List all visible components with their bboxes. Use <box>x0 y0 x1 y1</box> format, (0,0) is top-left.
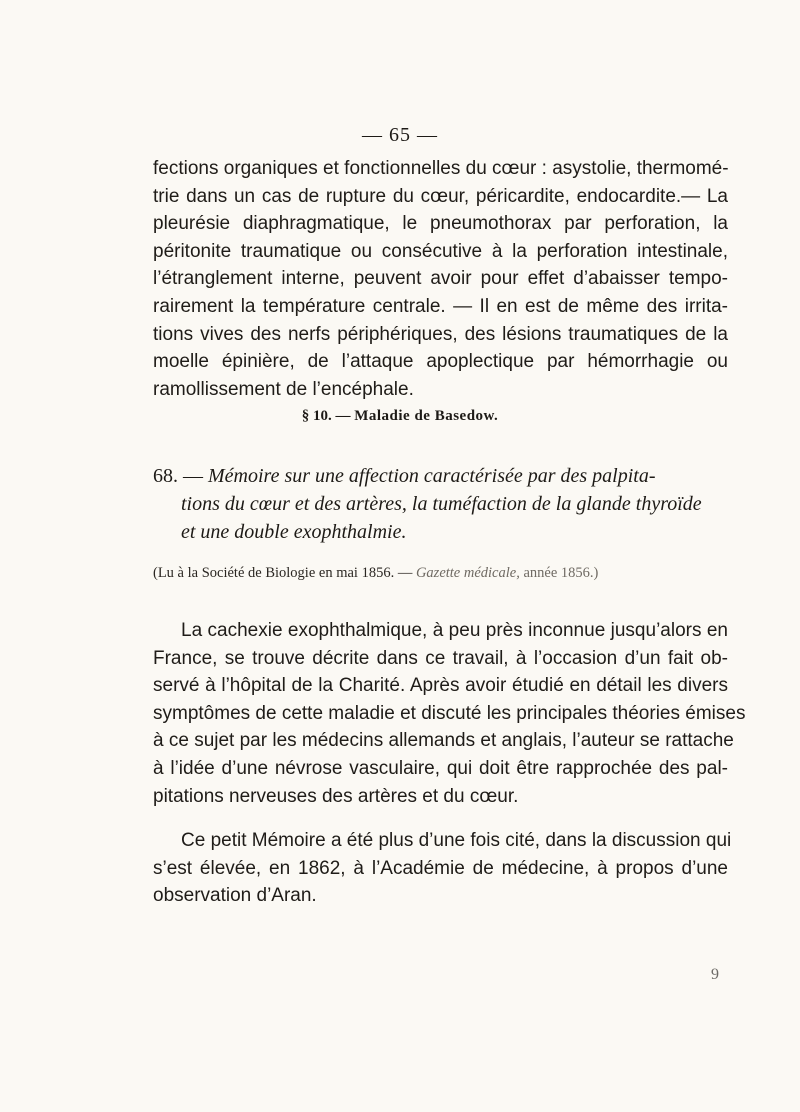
citation-journal: Gazette médicale, <box>415 565 520 581</box>
text-line: fections organiques et fonctionnelles du cœur : asystolie, thermomé- <box>153 158 729 179</box>
entry-title <box>153 462 728 546</box>
text-line: moelle épinière, de l’attaque apoplectique par hémorrhagie ou <box>153 351 728 373</box>
text-line: rairement la température centrale. — Il en est de même des irrita- <box>153 295 728 317</box>
text-line: pitations nerveuses des artères et du cœur. <box>153 785 519 807</box>
paragraph-2 <box>153 827 732 910</box>
text-line: ramollissement de l’encéphale. <box>153 378 414 400</box>
section-heading <box>0 408 800 425</box>
text-line: servé à l’hôpital de la Charité. Après avoir étudié en détail les divers <box>153 675 728 697</box>
section-mark: § 10. — <box>301 408 351 424</box>
text-line: s’est élevée, en 1862, à l’Académie de médecine, à propos d’une <box>153 857 728 879</box>
text-line: à ce sujet par les médecins allemands et anglais, l’auteur se rattache <box>153 730 734 752</box>
entry-title-line: Mémoire sur une affection caractérisée par des palpita- <box>208 465 656 487</box>
signature-mark: 9 <box>711 966 719 983</box>
text-line: tions vives des nerfs périphériques, des lésions traumatiques de la <box>153 323 728 345</box>
citation-prefix: (Lu à la Société de Biologie en mai 1856. — <box>153 565 413 581</box>
text-line: trie dans un cas de rupture du cœur, péricardite, endocardite.— La <box>153 185 728 207</box>
text-line: l’étranglement interne, peuvent avoir pour effet d’abaisser tempo- <box>153 268 728 290</box>
section-title: Maladie de Basedow. <box>354 408 499 424</box>
text-line: pleurésie diaphragmatique, le pneumothorax par perforation, la <box>153 213 728 235</box>
text-line: à l’idée d’une névrose vasculaire, qui doit être rapprochée des pal- <box>153 757 728 779</box>
text-line: France, se trouve décrite dans ce travail, à l’occasion d’un fait ob- <box>153 647 728 669</box>
entry-number: 68. — <box>153 465 203 487</box>
text-line: La cachexie exophthalmique, à peu près inconnue jusqu’alors en <box>181 620 728 641</box>
text-line: péritonite traumatique ou consécutive à la perforation intestinale, <box>153 240 728 262</box>
page-number: — 65 — <box>362 124 438 146</box>
top-paragraph <box>153 155 728 403</box>
text-line: Ce petit Mémoire a été plus d’une fois cité, dans la discussion qui <box>181 830 732 851</box>
entry-title-line: tions du cœur et des artères, la tuméfaction de la glande thyroïde <box>181 493 702 515</box>
text-line: symptômes de cette maladie et discuté les principales théories émises <box>153 702 746 724</box>
text-line: observation d’Aran. <box>153 885 317 907</box>
citation-year: année 1856.) <box>523 565 599 581</box>
entry-title-line: et une double exophthalmie. <box>181 521 407 543</box>
citation <box>153 565 753 582</box>
paragraph-1 <box>153 617 746 810</box>
